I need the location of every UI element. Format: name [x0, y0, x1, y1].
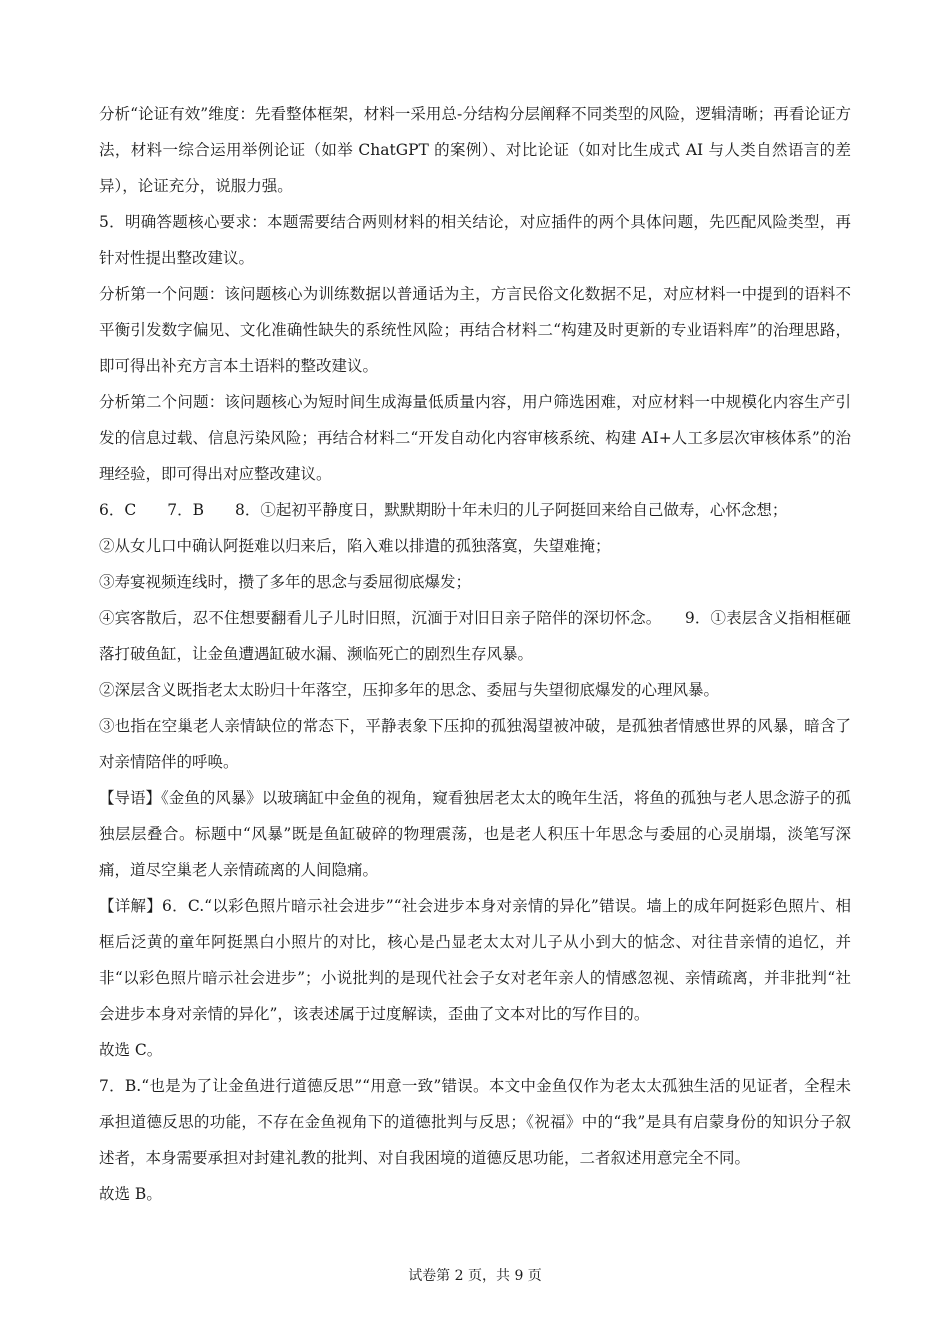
paragraph-intro: 【导语】《金鱼的风暴》以玻璃缸中金鱼的视角，窥看独居老太太的晚年生活，将鱼的孤独与老人思念游子的孤独层层叠合。标题中“风暴”既是鱼缸破碎的物理震荡，也是老人积压十年思念与委屈的心灵崩塌，淡笔写深痛，道尽空巢老人亲情疏离的人间隐痛。 [99, 789, 851, 879]
paragraph-q5-requirement: 5．明确答题核心要求：本题需要结合两则材料的相关结论，对应插件的两个具体问题，先匹配风险类型，再针对性提出整改建议。 [99, 213, 851, 267]
paragraph-detail-q6: 【详解】6．C.“以彩色照片暗示社会进步”“社会进步本身对亲情的异化”错误。墙上的成年阿挺彩色照片、相框后泛黄的童年阿挺黑白小照片的对比，核心是凸显老太太对儿子从小到大的惦念、对往昔亲情的追忆，并非“以彩色照片暗示社会进步”；小说批判的是现代社会子女对老年亲人的情感忽视、亲情疏离，并非批判“社会进步本身对亲情的异化”，该表述属于过度解读，歪曲了文本对比的写作目的。 [99, 897, 851, 1023]
paragraph-argument-analysis: 分析“论证有效”维度：先看整体框架，材料一采用总-分结构分层阐释不同类型的风险，逻辑清晰；再看论证方法，材料一综合运用举例论证（如举 ChatGPT 的案例）、对比论证（如对比生成式 AI 与人类自然语言的差异），论证充分，说服力强。 [99, 105, 851, 195]
paragraph-q5-first-issue: 分析第一个问题：该问题核心为训练数据以普通话为主，方言民俗文化数据不足，对应材料一中提到的语料不平衡引发数字偏见、文化准确性缺失的系统性风险；再结合材料二“构建及时更新的专业语料库”的治理思路，即可得出补充方言本土语料的整改建议。 [99, 285, 851, 375]
paragraph-answers-6-8: 6．C 7．B 8．①起初平静度日，默默期盼十年未归的儿子阿挺回来给自己做寿，心怀念想； [99, 501, 788, 519]
paragraph-detail-q7: 7．B.“也是为了让金鱼进行道德反思”“用意一致”错误。本文中金鱼仅作为老太太孤独生活的见证者，全程未承担道德反思的功能，不存在金鱼视角下的道德批判与反思；《祝福》中的“我”是具有启蒙身份的知识分子叙述者，本身需要承担对封建礼教的批判、对自我困境的道德反思功能，二者叙述用意完全不同。 [99, 1077, 851, 1167]
page-footer: 试卷第 2 页，共 9 页 [408, 1268, 542, 1284]
paragraph-q5-second-issue: 分析第二个问题：该问题核心为短时间生成海量低质量内容，用户筛选困难，对应材料一中规模化内容生产引发的信息过载、信息污染风险；再结合材料二“开发自动化内容审核系统、构建 AI+人工多层次审核体系”的治理经验，即可得出对应整改建议。 [99, 393, 851, 483]
paragraph-q8-point-2: ②从女儿口中确认阿挺难以归来后，陷入难以排遣的孤独落寞，失望难掩； [99, 537, 611, 555]
paragraph-choose-c: 故选 C。 [99, 1041, 163, 1059]
document-body [99, 96, 851, 1212]
paragraph-q9-point-3: ③也指在空巢老人亲情缺位的常态下，平静表象下压抑的孤独渴望被冲破，是孤独者情感世界的风暴，暗含了对亲情陪伴的呼唤。 [99, 717, 851, 771]
paragraph-q8-point-3: ③寿宴视频连线时，攒了多年的思念与委屈彻底爆发； [99, 573, 472, 591]
paragraph-q8-point-4-q9-point-1: ④宾客散后，忍不住想要翻看儿子儿时旧照，沉湎于对旧日亲子陪伴的深切怀念。 9．①表层含义指相框砸落打破鱼缸，让金鱼遭遇缸破水漏、濒临死亡的剧烈生存风暴。 [99, 609, 851, 663]
paragraph-q9-point-2: ②深层含义既指老太太盼归十年落空，压抑多年的思念、委屈与失望彻底爆发的心理风暴。 [99, 681, 720, 699]
paragraph-choose-b: 故选 B。 [99, 1185, 162, 1203]
